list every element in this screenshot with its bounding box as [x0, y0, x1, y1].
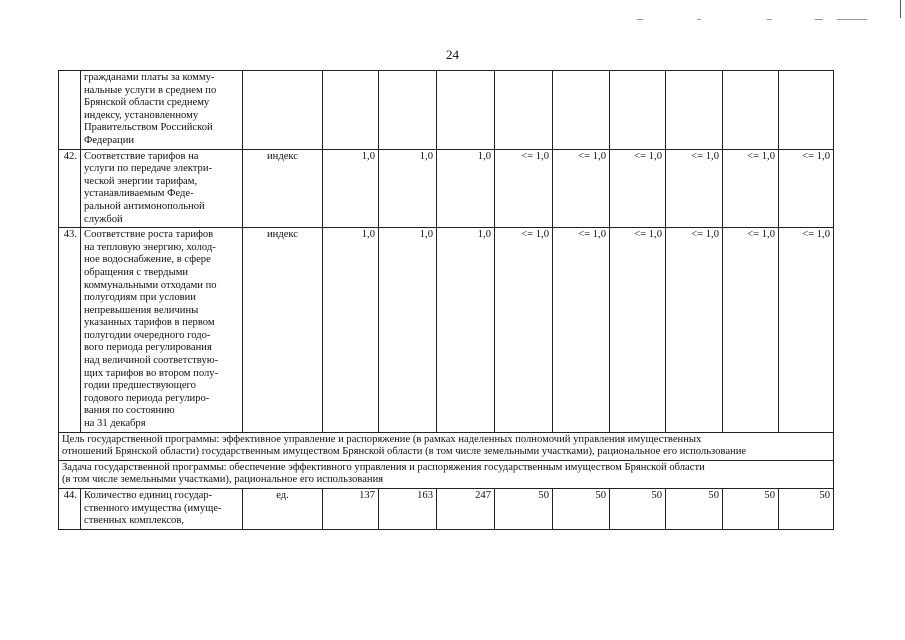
value-cell: 50 [779, 489, 834, 530]
value-cell: 50 [723, 489, 779, 530]
value-cell [666, 71, 723, 150]
task-row [59, 460, 834, 488]
value-cell: 1,0 [437, 149, 495, 228]
table-row [59, 489, 834, 530]
value-cell [553, 71, 610, 150]
table-row [59, 149, 834, 228]
value-cell: <= 1,0 [553, 149, 610, 228]
table-body [59, 71, 834, 530]
value-cell: 50 [610, 489, 666, 530]
value-cell: 1,0 [437, 228, 495, 433]
value-cell: <= 1,0 [666, 149, 723, 228]
row-number [59, 71, 81, 150]
indicator-name: Количество единиц государ- ственного имущества (имуще- ственных комплексов, [81, 489, 243, 530]
value-cell: <= 1,0 [779, 228, 834, 433]
program-goal-text: Цель государственной программы: эффективное управление и распоряжение (в рамках наделенных полномочий управления имущественных отношений Брянской области) государственным имуществом Брянской области (в том числе земельными участками), рациональное его использование [59, 432, 834, 460]
page-number: 24 [446, 47, 459, 62]
value-cell: <= 1,0 [779, 149, 834, 228]
value-cell: 1,0 [379, 149, 437, 228]
table-row [59, 228, 834, 433]
scan-edge-mark [900, 0, 901, 18]
value-cell: 163 [379, 489, 437, 530]
table-row [59, 71, 834, 150]
value-cell [379, 71, 437, 150]
value-cell: <= 1,0 [610, 149, 666, 228]
indicator-name: Соответствие роста тарифов на тепловую энергию, холод- ное водоснабжение, в сфере обращения с твердыми коммунальными отходами по полугодиям при условии непревышения величины указанных тарифов в первом полугодии очередного годо- вого периода регулирования над величиной соответствую- щих тарифов во втором полу- годии предшествующего годового периода регулиро- вания по состоянию на 31 декабря [81, 228, 243, 433]
value-cell: <= 1,0 [723, 228, 779, 433]
value-cell [323, 71, 379, 150]
value-cell: 1,0 [323, 228, 379, 433]
value-cell: 50 [553, 489, 610, 530]
program-task-text: Задача государственной программы: обеспечение эффективного управления и распоряжения государственным имуществом Брянской области (в том числе земельными участками), рациональное его использования [59, 460, 834, 488]
indicators-table [58, 70, 834, 530]
scan-artifact-marks [637, 13, 897, 25]
goal-row [59, 432, 834, 460]
value-cell: 50 [666, 489, 723, 530]
unit-cell: ед. [243, 489, 323, 530]
value-cell: <= 1,0 [495, 149, 553, 228]
row-number: 44. [59, 489, 81, 530]
indicator-name: гражданами платы за комму- нальные услуги в среднем по Брянской области среднему индексу, установленному Правительством Российской Федерации [81, 71, 243, 150]
value-cell [723, 71, 779, 150]
row-number: 42. [59, 149, 81, 228]
value-cell [779, 71, 834, 150]
unit-cell: индекс [243, 149, 323, 228]
value-cell: 1,0 [323, 149, 379, 228]
row-number: 43. [59, 228, 81, 433]
value-cell: 247 [437, 489, 495, 530]
value-cell [437, 71, 495, 150]
unit-cell [243, 71, 323, 150]
value-cell: 1,0 [379, 228, 437, 433]
indicator-name: Соответствие тарифов на услуги по передаче электри- ческой энергии тарифам, устанавливаемым Феде- ральной антимонопольной службой [81, 149, 243, 228]
value-cell [610, 71, 666, 150]
value-cell: <= 1,0 [723, 149, 779, 228]
value-cell: <= 1,0 [666, 228, 723, 433]
value-cell: 50 [495, 489, 553, 530]
value-cell: <= 1,0 [553, 228, 610, 433]
value-cell: 137 [323, 489, 379, 530]
value-cell: <= 1,0 [610, 228, 666, 433]
unit-cell: индекс [243, 228, 323, 433]
value-cell [495, 71, 553, 150]
value-cell: <= 1,0 [495, 228, 553, 433]
